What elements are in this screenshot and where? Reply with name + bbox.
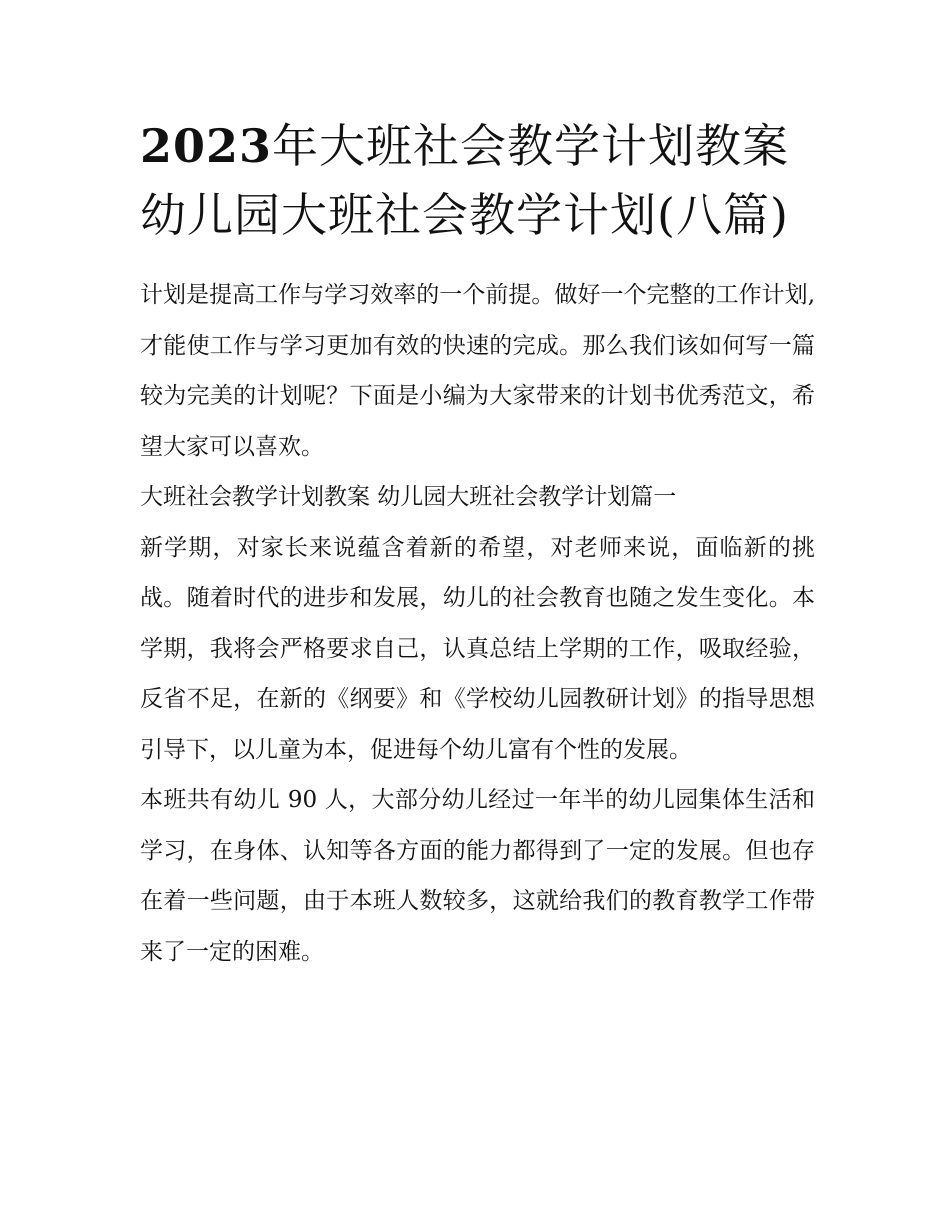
- section-heading: 大班社会教学计划教案 幼儿园大班社会教学计划篇一: [140, 484, 677, 510]
- body-paragraph: 本班共有幼儿 90 人，大部分幼儿经过一年半的幼儿园集体生活和学习，在身体、认知等各方面的能力都得到了一定的发展。但也存在着一些问题，由于本班人数较多，这就给我们的教育教学工作带来了一定的困难。: [140, 787, 815, 965]
- title-year: 2023: [140, 119, 273, 173]
- intro-paragraph: 计划是提高工作与学习效率的一个前提。做好一个完整的工作计划,才能使工作与学习更加有效的快速的完成。那么我们该如何写一篇较为完美的计划呢？下面是小编为大家带来的计划书优秀范文，希望大家可以喜欢。: [140, 282, 815, 460]
- body-paragraph: 新学期，对家长来说蕴含着新的希望，对老师来说，面临新的挑战。随着时代的进步和发展，幼儿的社会教育也随之发生变化。本学期，我将会严格要求自己，认真总结上学期的工作，吸取经验，反省不足，在新的《纲要》和《学校幼儿园教研计划》的指导思想引导下，以儿童为本，促进每个幼儿富有个性的发展。: [140, 534, 815, 763]
- document-title: [140, 112, 815, 250]
- document-page: [140, 112, 815, 977]
- title-text: 年大班社会教学计划教案 幼儿园大班社会教学计划(八篇): [140, 119, 790, 242]
